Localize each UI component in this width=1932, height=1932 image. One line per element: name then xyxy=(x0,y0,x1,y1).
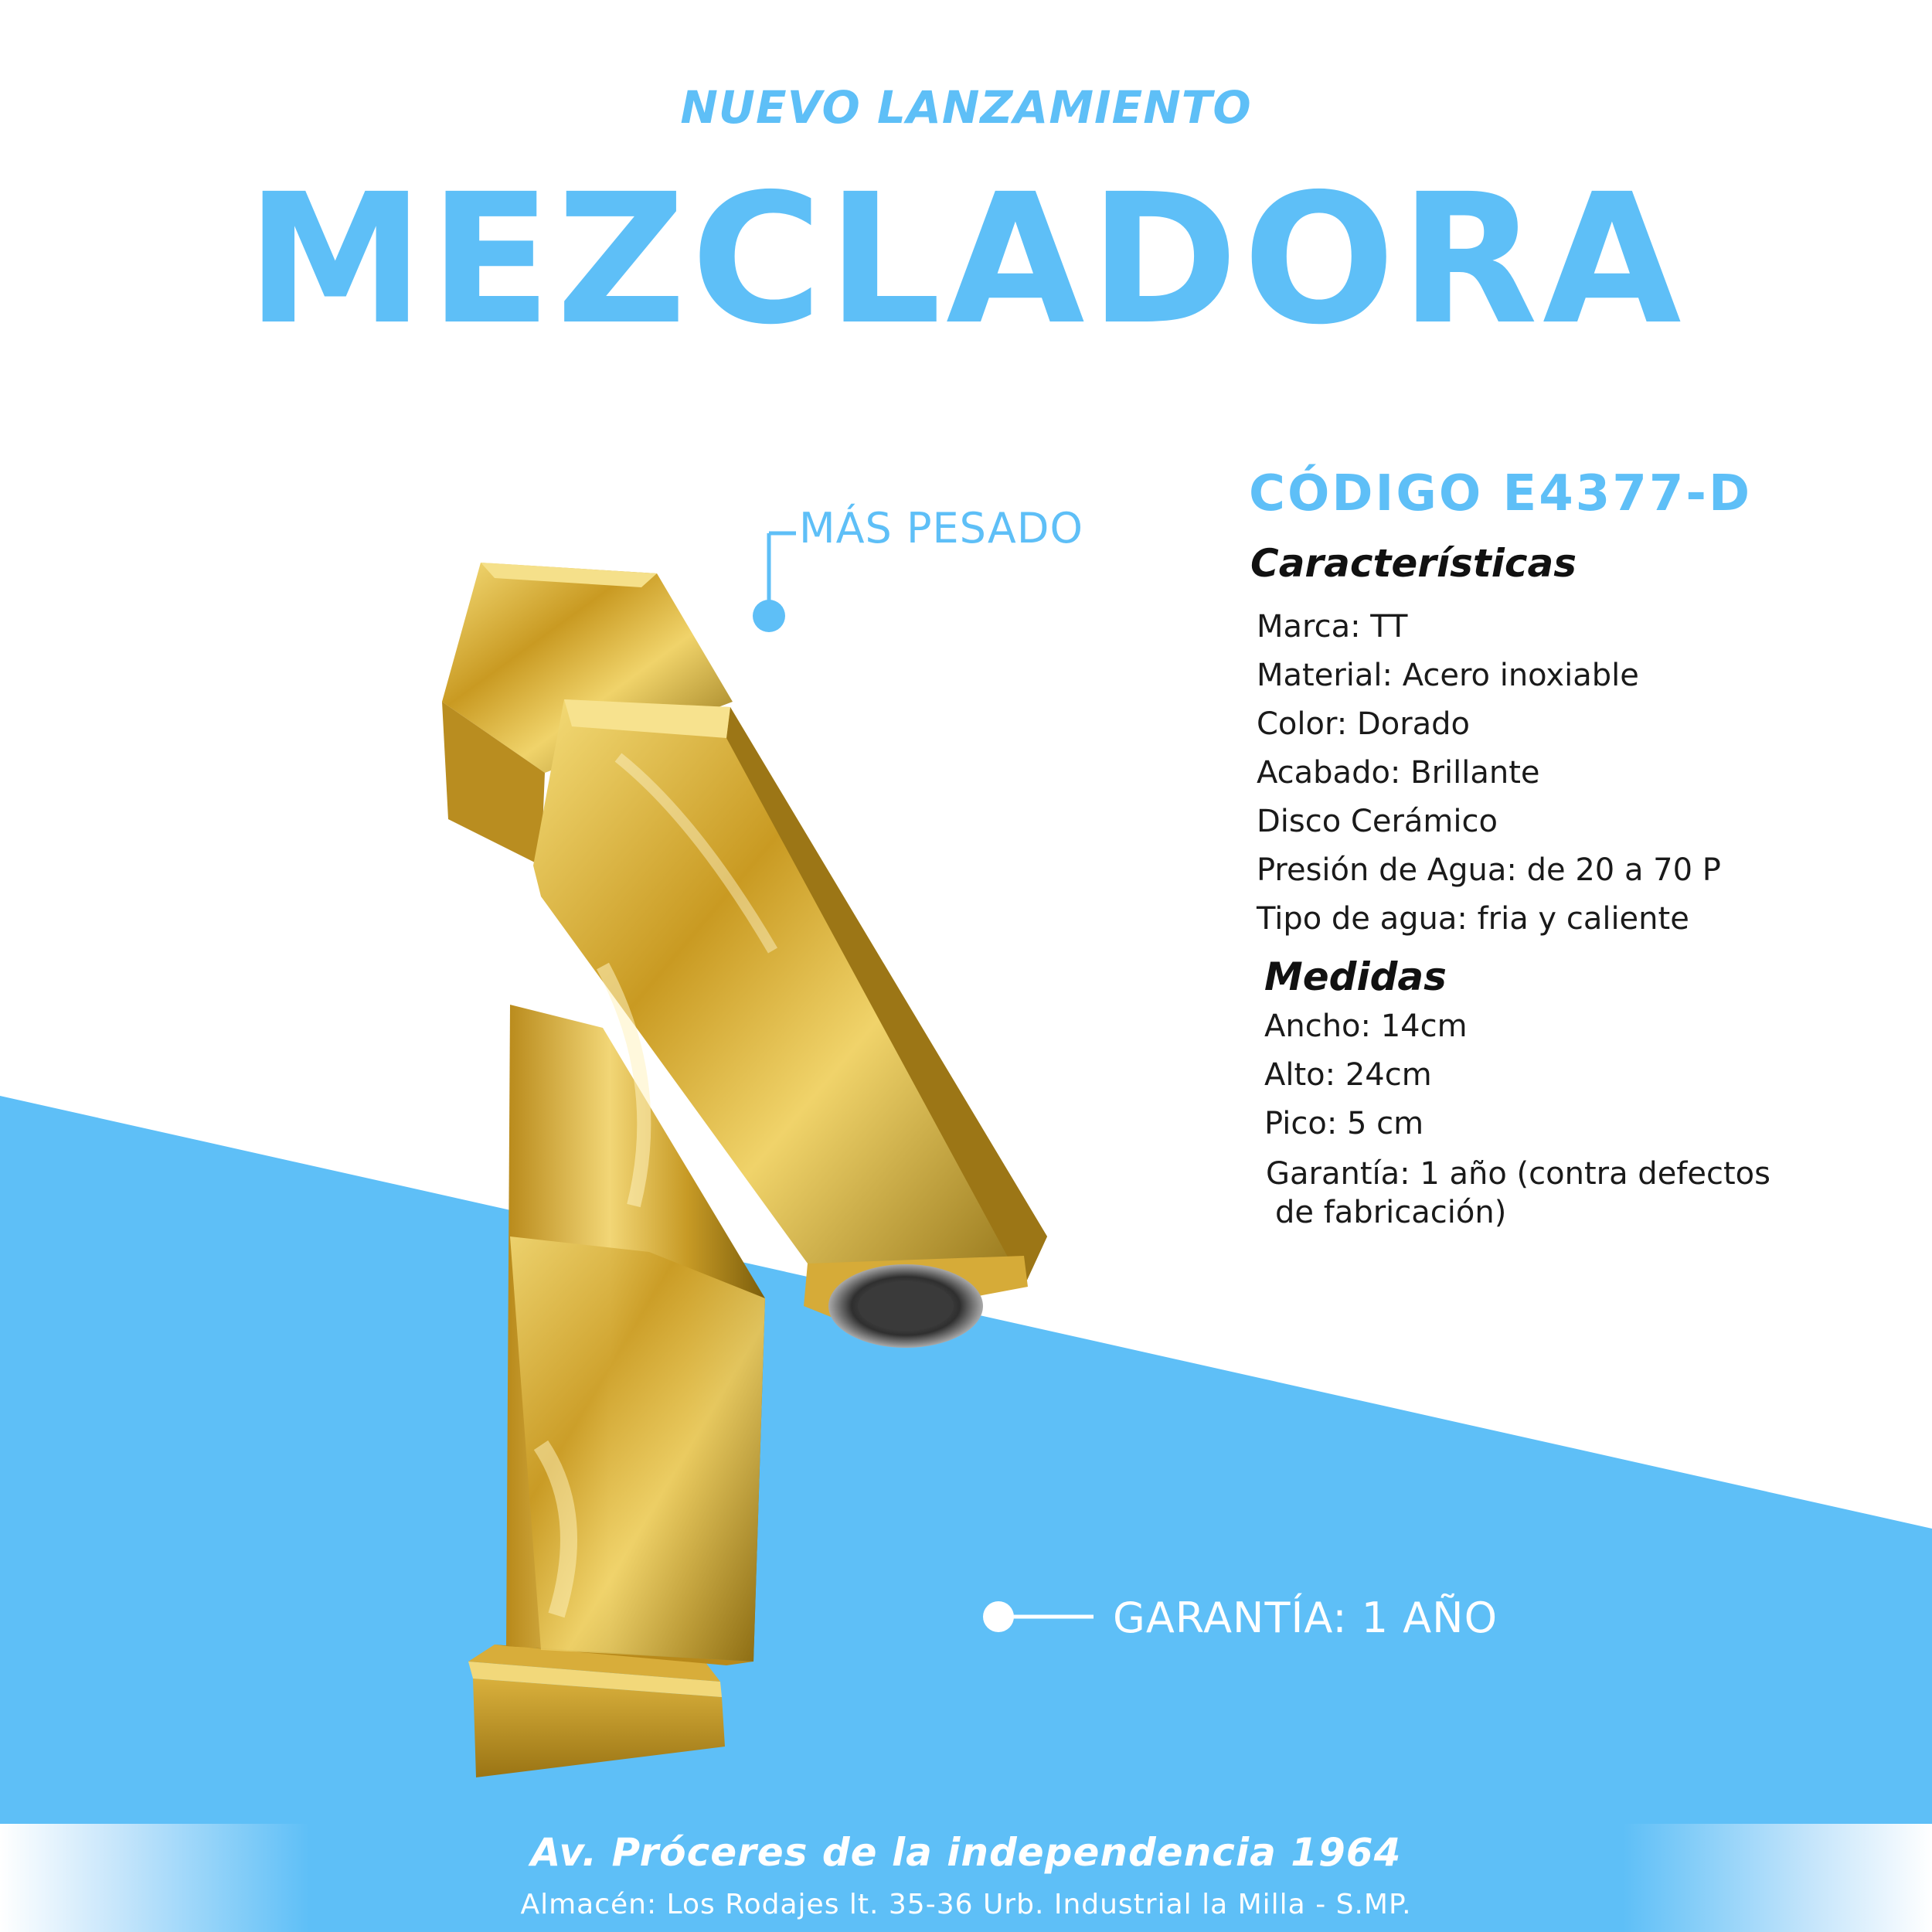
feature-material: Material: Acero inoxiable xyxy=(1257,658,1639,693)
warranty-detail xyxy=(1266,1155,1853,1232)
spec-panel xyxy=(1246,465,1918,1232)
measure-spout: Pico: 5 cm xyxy=(1264,1106,1424,1141)
measure-height: Alto: 24cm xyxy=(1264,1057,1432,1093)
warranty-detail-line1: Garantía: 1 año (contra defectos xyxy=(1266,1156,1770,1192)
measure-width: Ancho: 14cm xyxy=(1264,1009,1468,1044)
callout-heavy-text: MÁS PESADO xyxy=(799,504,1083,553)
feature-brand: Marca: TT xyxy=(1257,609,1408,645)
features-list xyxy=(1246,603,1918,944)
feature-water-type: Tipo de agua: fria y caliente xyxy=(1257,901,1689,937)
eyebrow-label: NUEVO LANZAMIENTO xyxy=(680,81,1252,134)
measures-list xyxy=(1246,1002,1918,1148)
feature-color: Color: Dorado xyxy=(1257,706,1471,742)
feature-water-pressure: Presión de Agua: de 20 a 70 P xyxy=(1257,852,1721,888)
warranty-detail-line2: de fabricación) xyxy=(1275,1195,1507,1230)
product-code: CÓDIGO E4377-D xyxy=(1249,465,1753,522)
footer-address: Av. Próceres de la independencia 1964 xyxy=(530,1830,1402,1875)
footer-warehouse: Almacén: Los Rodajes lt. 35-36 Urb. Industrial la Milla - S.MP. xyxy=(520,1889,1412,1920)
features-title: Características xyxy=(1250,541,1577,586)
feature-ceramic-disc: Disco Cerámico xyxy=(1257,804,1498,839)
callout-warranty-text: GARANTÍA: 1 AÑO xyxy=(1113,1594,1498,1642)
page-title: MEZCLADORA xyxy=(246,155,1686,364)
feature-finish: Acabado: Brillante xyxy=(1257,755,1540,791)
measures-title: Medidas xyxy=(1264,954,1447,999)
callout-heavy-marker xyxy=(753,533,796,632)
